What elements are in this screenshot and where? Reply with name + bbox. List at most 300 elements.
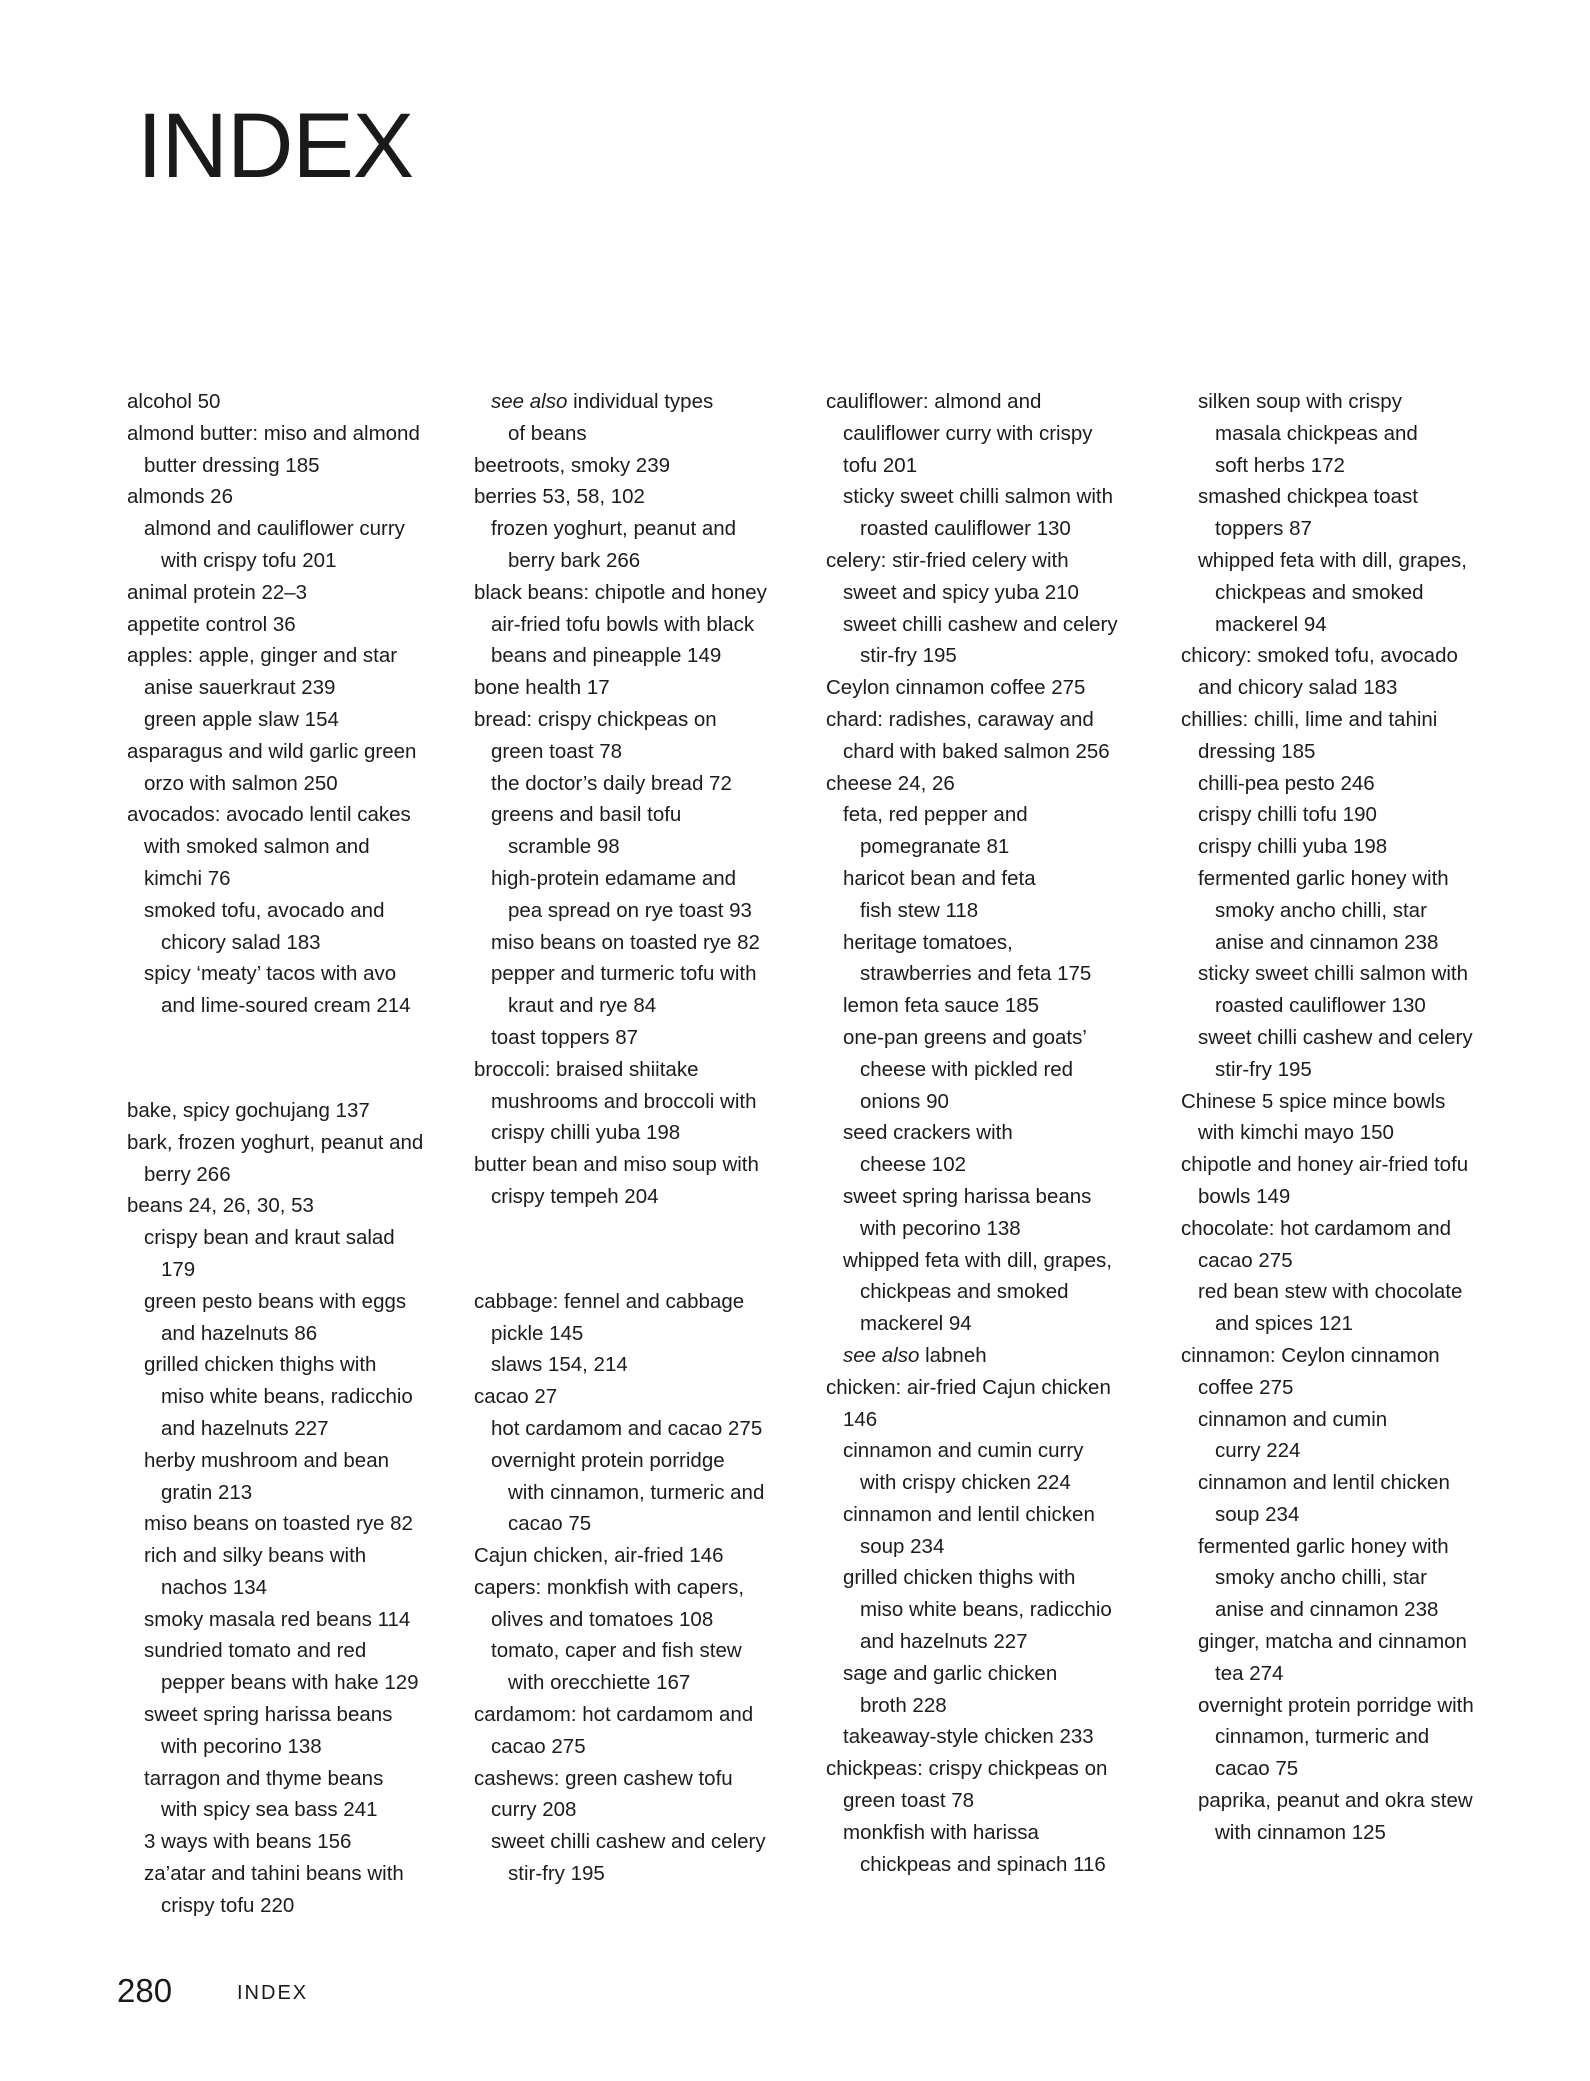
index-entry-text: silken soup with crispy xyxy=(1198,390,1402,413)
index-entry xyxy=(826,1276,1156,1308)
index-entry-text: and lime-soured cream 214 xyxy=(161,994,411,1018)
index-entry xyxy=(474,1699,804,1731)
index-entry-text: smoky masala red beans 114 xyxy=(144,1607,411,1631)
index-entry-text: broth 228 xyxy=(860,1693,947,1717)
index-entry-text: cinnamon and lentil chicken xyxy=(1198,1471,1450,1495)
index-entry-text: miso white beans, radicchio xyxy=(860,1598,1112,1622)
index-entry-text: sweet spring harissa beans xyxy=(144,1703,393,1727)
index-entry xyxy=(127,1890,457,1922)
index-entry xyxy=(127,481,457,513)
index-entry xyxy=(127,577,457,609)
index-entry-text: chicory salad 183 xyxy=(161,930,321,954)
index-entry xyxy=(127,831,457,863)
index-entry-text: cardamom: hot cardamom and xyxy=(474,1703,754,1727)
index-entry-text: with smoked salmon and xyxy=(144,835,370,859)
index-entry xyxy=(474,418,804,450)
index-entry xyxy=(1181,1245,1511,1277)
index-entry xyxy=(826,1308,1156,1340)
index-entry-text: cheese 102 xyxy=(860,1153,967,1177)
index-entry-text: toppers 87 xyxy=(1215,517,1312,541)
index-entry-text: chicken: air-fried Cajun chicken xyxy=(826,1375,1111,1399)
see-also-label: see also xyxy=(843,1343,920,1367)
index-entry xyxy=(474,1477,804,1509)
index-entry xyxy=(127,927,457,959)
index-entry xyxy=(127,1731,457,1763)
index-entry-text: stir-fry 195 xyxy=(508,1862,605,1886)
index-entry xyxy=(474,640,804,672)
index-entry-text: scramble 98 xyxy=(508,835,620,859)
index-entry xyxy=(826,418,1156,450)
index-entry-text: kraut and rye 84 xyxy=(508,994,657,1018)
index-entry xyxy=(1181,1404,1511,1436)
page-title: INDEX xyxy=(137,95,414,197)
index-entry xyxy=(1181,1721,1511,1753)
index-entry xyxy=(127,609,457,641)
index-entry xyxy=(474,1349,804,1381)
index-entry-text: sweet chilli cashew and celery xyxy=(491,1830,766,1854)
index-entry xyxy=(127,895,457,927)
index-entry-text: alcohol 50 xyxy=(127,390,221,413)
index-entry-text: tea 274 xyxy=(1215,1661,1284,1685)
index-entry xyxy=(474,1318,804,1350)
index-entry xyxy=(826,1467,1156,1499)
index-entry-text: curry 224 xyxy=(1215,1439,1301,1463)
index-entry xyxy=(1181,1086,1511,1118)
index-entry xyxy=(826,1594,1156,1626)
index-entry xyxy=(474,1572,804,1604)
index-entry xyxy=(474,545,804,577)
index-entry-text: and hazelnuts 227 xyxy=(860,1630,1028,1654)
index-entry-text: miso beans on toasted rye 82 xyxy=(144,1512,413,1536)
index-entry xyxy=(826,545,1156,577)
index-entry-text: sticky sweet chilli salmon with xyxy=(843,485,1113,509)
index-entry-text: with orecchiette 167 xyxy=(508,1671,691,1695)
index-entry-text: slaws 154, 214 xyxy=(491,1353,628,1377)
index-entry xyxy=(127,418,457,450)
index-entry-text: cinnamon, turmeric and xyxy=(1215,1725,1430,1749)
index-entry xyxy=(127,768,457,800)
index-entry-text: za’atar and tahini beans with xyxy=(144,1862,404,1886)
index-entry-text: sweet chilli cashew and celery xyxy=(1198,1025,1473,1049)
index-entry xyxy=(474,1117,804,1149)
index-entry-text: curry 208 xyxy=(491,1798,577,1822)
index-entry xyxy=(826,386,1156,418)
index-entry-text: herby mushroom and bean xyxy=(144,1448,390,1472)
index-entry-text: chillies: chilli, lime and tahini xyxy=(1181,707,1438,731)
index-entry-text: smoked tofu, avocado and xyxy=(144,898,385,922)
index-entry xyxy=(127,1794,457,1826)
index-entry-text: cinnamon and lentil chicken xyxy=(843,1502,1095,1526)
index-entry-text: overnight protein porridge xyxy=(491,1448,725,1472)
index-entry-text: cacao 275 xyxy=(1198,1248,1293,1272)
index-entry xyxy=(1181,1753,1511,1785)
index-entry xyxy=(127,1699,457,1731)
index-entry-text: pea spread on rye toast 93 xyxy=(508,898,752,922)
index-entry-text: roasted cauliflower 130 xyxy=(860,517,1071,541)
index-entry xyxy=(826,1849,1156,1881)
index-entry xyxy=(1181,1276,1511,1308)
index-entry-text: orzo with salmon 250 xyxy=(144,771,338,795)
index-entry-text: red bean stew with chocolate xyxy=(1198,1280,1463,1304)
index-entry-text: and hazelnuts 86 xyxy=(161,1321,318,1345)
index-entry-text: cheese with pickled red xyxy=(860,1057,1074,1081)
index-entry-text: beans and pineapple 149 xyxy=(491,644,722,668)
index-entry xyxy=(826,768,1156,800)
index-entry xyxy=(127,386,457,418)
index-entry-text: chickpeas and spinach 116 xyxy=(860,1852,1106,1876)
index-entry xyxy=(826,1149,1156,1181)
index-entry xyxy=(127,1254,457,1286)
running-head: INDEX xyxy=(237,1982,309,2004)
index-entry-text: tomato, caper and fish stew xyxy=(491,1639,742,1663)
index-entry-text: ginger, matcha and cinnamon xyxy=(1198,1630,1467,1654)
index-entry xyxy=(1181,1626,1511,1658)
index-entry-text: chard: radishes, caraway and xyxy=(826,707,1094,731)
index-entry-text: beetroots, smoky 239 xyxy=(474,453,670,477)
index-entry xyxy=(1181,1308,1511,1340)
index-entry xyxy=(826,736,1156,768)
index-entry-text: grilled chicken thighs with xyxy=(843,1566,1076,1590)
index-entry-text: overnight protein porridge with xyxy=(1198,1693,1474,1717)
index-entry xyxy=(474,704,804,736)
index-entry xyxy=(474,1149,804,1181)
index-entry-text: cinnamon and cumin xyxy=(1198,1407,1388,1431)
index-entry-text: capers: monkfish with capers, xyxy=(474,1575,745,1599)
index-entry xyxy=(1181,1658,1511,1690)
index-entry-text: heritage tomatoes, xyxy=(843,930,1013,954)
index-entry xyxy=(1181,799,1511,831)
index-entry xyxy=(826,831,1156,863)
index-entry-text: sundried tomato and red xyxy=(144,1639,367,1663)
index-entry-text: chard with baked salmon 256 xyxy=(843,739,1110,763)
index-entry-text: and spices 121 xyxy=(1215,1312,1353,1336)
index-entry-text: spicy ‘meaty’ tacos with avo xyxy=(144,962,397,986)
index-entry xyxy=(127,1413,457,1445)
index-entry xyxy=(474,863,804,895)
index-entry-text: crispy chilli yuba 198 xyxy=(1198,835,1388,859)
index-entry xyxy=(1181,990,1511,1022)
index-entry xyxy=(1181,1499,1511,1531)
index-entry xyxy=(1181,1531,1511,1563)
index-letter-gap xyxy=(474,1233,804,1265)
index-entry xyxy=(127,1508,457,1540)
index-entry-text: cashews: green cashew tofu xyxy=(474,1766,733,1790)
index-entry xyxy=(826,1817,1156,1849)
index-entry-text: stir-fry 195 xyxy=(1215,1057,1312,1081)
index-entry-text: chickpeas and smoked xyxy=(1215,580,1424,604)
index-entry-text: beans 24, 26, 30, 53 xyxy=(127,1194,314,1218)
index-column-4 xyxy=(1181,386,1511,1849)
index-entry-text: cacao 75 xyxy=(1215,1757,1299,1781)
index-entry-text: pickle 145 xyxy=(491,1321,584,1345)
index-entry-text: toast toppers 87 xyxy=(491,1025,639,1049)
index-entry xyxy=(474,450,804,482)
index-entry-text: sweet and spicy yuba 210 xyxy=(843,580,1079,604)
index-entry-text: mushrooms and broccoli with xyxy=(491,1089,757,1113)
index-entry-text: cauliflower curry with crispy xyxy=(843,421,1093,445)
index-entry xyxy=(127,672,457,704)
index-entry xyxy=(474,481,804,513)
index-entry-text: stir-fry 195 xyxy=(860,644,957,668)
index-entry xyxy=(1181,831,1511,863)
index-entry-text: gratin 213 xyxy=(161,1480,253,1504)
index-entry xyxy=(127,1858,457,1890)
index-entry xyxy=(826,1022,1156,1054)
index-entry-text: celery: stir-fried celery with xyxy=(826,548,1069,572)
index-entry xyxy=(826,1562,1156,1594)
index-entry xyxy=(1181,1372,1511,1404)
index-entry xyxy=(1181,577,1511,609)
index-entry xyxy=(474,1635,804,1667)
index-entry-text: air-fried tofu bowls with black xyxy=(491,612,755,636)
index-entry xyxy=(474,831,804,863)
index-entry-text: kimchi 76 xyxy=(144,866,231,890)
index-entry-text: black beans: chipotle and honey xyxy=(474,580,767,604)
index-entry-text: tarragon and thyme beans xyxy=(144,1766,384,1790)
index-entry xyxy=(826,704,1156,736)
index-entry xyxy=(826,1499,1156,1531)
index-entry-text: chipotle and honey air-fried tofu xyxy=(1181,1153,1469,1177)
index-entry xyxy=(127,799,457,831)
index-entry xyxy=(127,1159,457,1191)
index-entry-text: bowls 149 xyxy=(1198,1184,1291,1208)
index-entry xyxy=(1181,1467,1511,1499)
index-entry-text: chickpeas and smoked xyxy=(860,1280,1069,1304)
index-entry xyxy=(1181,1117,1511,1149)
see-also-label: see also xyxy=(491,390,568,413)
index-entry xyxy=(1181,545,1511,577)
index-entry-text: soft herbs 172 xyxy=(1215,453,1345,477)
index-entry xyxy=(826,895,1156,927)
index-entry-text: sweet spring harissa beans xyxy=(843,1184,1092,1208)
index-entry xyxy=(1181,1690,1511,1722)
index-entry-text: greens and basil tofu xyxy=(491,803,682,827)
index-entry-text: miso beans on toasted rye 82 xyxy=(491,930,760,954)
index-entry xyxy=(474,927,804,959)
index-entry-text: frozen yoghurt, peanut and xyxy=(491,517,737,541)
index-entry xyxy=(474,672,804,704)
index-entry xyxy=(826,481,1156,513)
index-entry-text: cacao 275 xyxy=(491,1734,586,1758)
index-entry-text: anise sauerkraut 239 xyxy=(144,676,336,700)
index-entry xyxy=(474,736,804,768)
index-entry-text: berry bark 266 xyxy=(508,548,641,572)
index-entry xyxy=(474,1181,804,1213)
index-entry xyxy=(1181,768,1511,800)
index-entry xyxy=(826,927,1156,959)
index-entry-text: paprika, peanut and okra stew xyxy=(1198,1789,1473,1813)
index-entry xyxy=(474,1604,804,1636)
index-entry xyxy=(474,895,804,927)
index-entry-text: with pecorino 138 xyxy=(860,1216,1021,1240)
index-entry-text: pepper beans with hake 129 xyxy=(161,1671,419,1695)
index-entry-text: one-pan greens and goats’ xyxy=(843,1025,1087,1049)
index-entry-text: apples: apple, ginger and star xyxy=(127,644,398,668)
index-entry xyxy=(127,1763,457,1795)
index-entry-text: anise and cinnamon 238 xyxy=(1215,1598,1439,1622)
index-entry-text: smoky ancho chilli, star xyxy=(1215,1566,1427,1590)
index-entry-text: pepper and turmeric tofu with xyxy=(491,962,757,986)
index-entry xyxy=(474,768,804,800)
index-entry xyxy=(474,1086,804,1118)
index-entry-text: of beans xyxy=(508,421,587,445)
index-entry xyxy=(127,1286,457,1318)
index-entry xyxy=(127,1349,457,1381)
index-entry-text: cauliflower: almond and xyxy=(826,390,1042,413)
index-entry-text: whipped feta with dill, grapes, xyxy=(843,1248,1112,1272)
index-entry-text: hot cardamom and cacao 275 xyxy=(491,1416,763,1440)
index-entry xyxy=(1181,1435,1511,1467)
index-entry xyxy=(1181,1181,1511,1213)
index-entry-text: high-protein edamame and xyxy=(491,866,737,890)
index-entry xyxy=(1181,1594,1511,1626)
index-entry xyxy=(127,640,457,672)
index-entry-text: tofu 201 xyxy=(843,453,918,477)
index-entry xyxy=(127,990,457,1022)
index-entry-text: miso white beans, radicchio xyxy=(161,1385,413,1409)
index-entry-text: and hazelnuts 227 xyxy=(161,1416,329,1440)
index-entry xyxy=(127,1222,457,1254)
index-entry xyxy=(127,545,457,577)
index-entry xyxy=(474,990,804,1022)
index-entry-text: roasted cauliflower 130 xyxy=(1215,994,1426,1018)
index-entry xyxy=(127,1095,457,1127)
index-entry-text: rich and silky beans with xyxy=(144,1544,367,1568)
index-entry xyxy=(826,672,1156,704)
index-entry-text: sweet chilli cashew and celery xyxy=(843,612,1118,636)
index-entry-text: cheese 24, 26 xyxy=(826,771,955,795)
index-entry xyxy=(826,577,1156,609)
index-entry xyxy=(1181,386,1511,418)
index-entry-text: green toast 78 xyxy=(491,739,623,763)
index-entry xyxy=(1181,513,1511,545)
index-entry xyxy=(826,1690,1156,1722)
index-entry xyxy=(474,577,804,609)
index-entry xyxy=(1181,609,1511,641)
index-entry-text: fermented garlic honey with xyxy=(1198,866,1449,890)
index-entry-text: with crispy chicken 224 xyxy=(860,1471,1071,1495)
index-entry xyxy=(127,1445,457,1477)
index-entry xyxy=(1181,1213,1511,1245)
index-entry-text: Cajun chicken, air-fried 146 xyxy=(474,1544,724,1568)
index-entry xyxy=(127,513,457,545)
index-entry-text: bone health 17 xyxy=(474,676,610,700)
index-entry xyxy=(474,1826,804,1858)
index-entry xyxy=(826,450,1156,482)
index-entry-text: strawberries and feta 175 xyxy=(860,962,1092,986)
index-entry xyxy=(127,1381,457,1413)
index-entry xyxy=(1181,958,1511,990)
index-entry-text: individual types xyxy=(573,390,714,413)
index-entry-text: chocolate: hot cardamom and xyxy=(1181,1216,1452,1240)
index-entry-text: monkfish with harissa xyxy=(843,1820,1039,1844)
index-entry xyxy=(127,1127,457,1159)
index-entry-text: 179 xyxy=(161,1257,196,1281)
index-entry xyxy=(826,513,1156,545)
index-entry-text: labneh xyxy=(925,1343,987,1367)
index-entry-text: with crispy tofu 201 xyxy=(161,548,337,572)
index-entry xyxy=(826,958,1156,990)
index-entry-text: mackerel 94 xyxy=(1215,612,1327,636)
index-entry-text: onions 90 xyxy=(860,1089,949,1113)
index-entry xyxy=(826,1404,1156,1436)
index-column-3 xyxy=(826,386,1156,1880)
index-entry xyxy=(826,1181,1156,1213)
index-entry xyxy=(826,640,1156,672)
index-entry-text: bread: crispy chickpeas on xyxy=(474,707,717,731)
index-entry xyxy=(474,513,804,545)
index-entry xyxy=(1181,1054,1511,1086)
index-entry xyxy=(826,1054,1156,1086)
index-entry-text: cabbage: fennel and cabbage xyxy=(474,1289,745,1313)
index-entry-text: mackerel 94 xyxy=(860,1312,972,1336)
index-entry-text: bark, frozen yoghurt, peanut and xyxy=(127,1130,424,1154)
index-entry-text: cacao 75 xyxy=(508,1512,592,1536)
index-entry xyxy=(474,1381,804,1413)
index-entry xyxy=(1181,863,1511,895)
index-column-2 xyxy=(474,386,804,1890)
index-entry xyxy=(1181,450,1511,482)
index-entry xyxy=(1181,481,1511,513)
index-entry xyxy=(826,1372,1156,1404)
index-entry-text: Ceylon cinnamon coffee 275 xyxy=(826,676,1086,700)
index-entry-text: cacao 27 xyxy=(474,1385,558,1409)
page-number: 280 xyxy=(117,1972,173,2009)
index-entry-text: green pesto beans with eggs xyxy=(144,1289,407,1313)
index-entry-text: appetite control 36 xyxy=(127,612,296,636)
index-entry xyxy=(127,863,457,895)
index-letter-gap xyxy=(127,1042,457,1074)
index-entry xyxy=(127,736,457,768)
index-entry xyxy=(474,1054,804,1086)
index-entry xyxy=(826,609,1156,641)
index-entry-text: haricot bean and feta xyxy=(843,866,1036,890)
index-entry xyxy=(826,1753,1156,1785)
index-entry xyxy=(127,1190,457,1222)
index-entry-text: chilli-pea pesto 246 xyxy=(1198,771,1375,795)
index-entry xyxy=(127,1540,457,1572)
index-entry-text: fish stew 118 xyxy=(860,898,979,922)
index-entry xyxy=(127,1477,457,1509)
index-entry-text: animal protein 22–3 xyxy=(127,580,308,604)
index-entry-text: crispy chilli tofu 190 xyxy=(1198,803,1377,827)
index-column-1 xyxy=(127,386,457,1922)
index-entry-text: soup 234 xyxy=(860,1534,945,1558)
index-entry-text: broccoli: braised shiitake xyxy=(474,1057,699,1081)
index-entry xyxy=(127,1826,457,1858)
index-entry xyxy=(127,1604,457,1636)
index-entry xyxy=(826,863,1156,895)
index-entry-text: with spicy sea bass 241 xyxy=(161,1798,378,1822)
index-entry-text: soup 234 xyxy=(1215,1502,1300,1526)
index-entry xyxy=(1181,704,1511,736)
index-entry-text: crispy tempeh 204 xyxy=(491,1184,659,1208)
index-entry-text: seed crackers with xyxy=(843,1121,1013,1145)
index-entry xyxy=(127,1318,457,1350)
index-entry xyxy=(1181,736,1511,768)
index-entry-text: butter bean and miso soup with xyxy=(474,1153,759,1177)
index-entry-text: almond butter: miso and almond xyxy=(127,421,420,445)
index-entry-text: asparagus and wild garlic green xyxy=(127,739,417,763)
index-entry xyxy=(1181,895,1511,927)
index-entry xyxy=(127,958,457,990)
index-entry xyxy=(474,1286,804,1318)
index-entry xyxy=(474,1508,804,1540)
index-entry-text: smoky ancho chilli, star xyxy=(1215,898,1427,922)
index-entry-text: berry 266 xyxy=(144,1162,231,1186)
index-entry xyxy=(826,1626,1156,1658)
index-entry xyxy=(474,1763,804,1795)
